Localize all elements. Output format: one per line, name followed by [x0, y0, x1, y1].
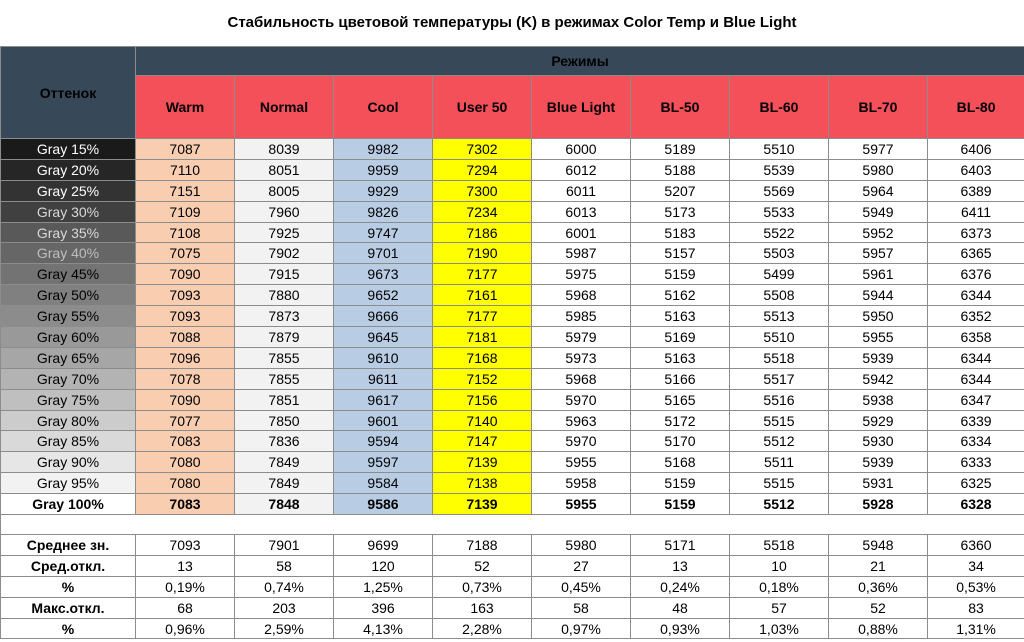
cell-bl-60: 5516 [730, 389, 829, 410]
cell-bl-60: 5569 [730, 180, 829, 201]
stats-cell-warm: 7093 [136, 535, 235, 556]
table-row [1, 264, 1024, 285]
cell-warm: 7096 [136, 347, 235, 368]
cell-user-50: 7186 [433, 222, 532, 243]
stats-row [1, 576, 1024, 597]
stats-cell-normal: 7901 [235, 535, 334, 556]
table-row [1, 159, 1024, 180]
table-row [1, 410, 1024, 431]
cell-blue-light: 6000 [532, 139, 631, 160]
cell-blue-light: 5968 [532, 368, 631, 389]
cell-bl-60: 5503 [730, 243, 829, 264]
stats-cell-warm: 0,19% [136, 576, 235, 597]
table-row [1, 389, 1024, 410]
cell-normal: 7855 [235, 347, 334, 368]
cell-bl-50: 5207 [631, 180, 730, 201]
column-header-blue-light: Blue Light [532, 76, 631, 139]
stats-cell-cool: 4,13% [334, 618, 433, 639]
spacer-cell [1, 515, 1024, 535]
table-row [1, 368, 1024, 389]
stats-cell-bl-70: 0,36% [829, 576, 928, 597]
stats-cell-user-50: 2,28% [433, 618, 532, 639]
cell-user-50: 7139 [433, 452, 532, 473]
cell-blue-light: 5987 [532, 243, 631, 264]
stats-cell-bl-70: 0,88% [829, 618, 928, 639]
cell-bl-70: 5957 [829, 243, 928, 264]
cell-bl-70: 5928 [829, 494, 928, 515]
cell-user-50: 7177 [433, 264, 532, 285]
cell-normal: 7915 [235, 264, 334, 285]
stats-cell-user-50: 7188 [433, 535, 532, 556]
cell-bl-80: 6358 [928, 327, 1024, 348]
stats-row [1, 618, 1024, 639]
cell-normal: 7836 [235, 431, 334, 452]
cell-warm: 7083 [136, 494, 235, 515]
cell-bl-60: 5508 [730, 285, 829, 306]
stats-row [1, 555, 1024, 576]
cell-bl-80: 6333 [928, 452, 1024, 473]
column-header-normal: Normal [235, 76, 334, 139]
column-header-warm: Warm [136, 76, 235, 139]
cell-bl-70: 5980 [829, 159, 928, 180]
cell-cool: 9982 [334, 139, 433, 160]
cell-blue-light: 6012 [532, 159, 631, 180]
row-label: Gray 80% [1, 410, 136, 431]
cell-cool: 9673 [334, 264, 433, 285]
cell-cool: 9597 [334, 452, 433, 473]
cell-bl-70: 5929 [829, 410, 928, 431]
cell-warm: 7083 [136, 431, 235, 452]
cell-bl-80: 6365 [928, 243, 1024, 264]
cell-bl-70: 5939 [829, 452, 928, 473]
cell-cool: 9586 [334, 494, 433, 515]
stats-cell-blue-light: 0,45% [532, 576, 631, 597]
stats-cell-bl-50: 0,24% [631, 576, 730, 597]
cell-bl-80: 6344 [928, 285, 1024, 306]
cell-normal: 7960 [235, 201, 334, 222]
stats-label: Среднее зн. [1, 535, 136, 556]
cell-normal: 7925 [235, 222, 334, 243]
cell-cool: 9584 [334, 473, 433, 494]
cell-user-50: 7294 [433, 159, 532, 180]
cell-bl-70: 5942 [829, 368, 928, 389]
cell-bl-70: 5952 [829, 222, 928, 243]
cell-blue-light: 5955 [532, 494, 631, 515]
cell-normal: 7850 [235, 410, 334, 431]
table-title: Стабильность цветовой температуры (K) в режимах Color Temp и Blue Light [227, 14, 797, 31]
stats-cell-bl-80: 1,31% [928, 618, 1024, 639]
cell-user-50: 7181 [433, 327, 532, 348]
cell-bl-70: 5955 [829, 327, 928, 348]
table-row [1, 243, 1024, 264]
table-row [1, 452, 1024, 473]
cell-warm: 7090 [136, 389, 235, 410]
cell-normal: 8039 [235, 139, 334, 160]
stats-label: % [1, 618, 136, 639]
cell-cool: 9747 [334, 222, 433, 243]
cell-bl-80: 6406 [928, 139, 1024, 160]
cell-bl-60: 5515 [730, 473, 829, 494]
cell-bl-50: 5157 [631, 243, 730, 264]
cell-bl-70: 5950 [829, 306, 928, 327]
cell-blue-light: 6001 [532, 222, 631, 243]
stats-cell-warm: 68 [136, 597, 235, 618]
cell-bl-70: 5931 [829, 473, 928, 494]
table-row [1, 222, 1024, 243]
cell-bl-60: 5539 [730, 159, 829, 180]
cell-bl-60: 5499 [730, 264, 829, 285]
cell-bl-60: 5512 [730, 494, 829, 515]
table-row [1, 327, 1024, 348]
cell-bl-60: 5513 [730, 306, 829, 327]
stats-cell-warm: 13 [136, 555, 235, 576]
spacer-row [1, 515, 1024, 535]
color-temp-table [0, 46, 1024, 639]
stats-cell-bl-80: 83 [928, 597, 1024, 618]
row-label: Gray 45% [1, 264, 136, 285]
cell-user-50: 7190 [433, 243, 532, 264]
stats-cell-cool: 1,25% [334, 576, 433, 597]
cell-cool: 9959 [334, 159, 433, 180]
stats-cell-bl-70: 52 [829, 597, 928, 618]
stats-cell-normal: 58 [235, 555, 334, 576]
row-label: Gray 95% [1, 473, 136, 494]
cell-user-50: 7152 [433, 368, 532, 389]
table-row [1, 347, 1024, 368]
cell-bl-50: 5183 [631, 222, 730, 243]
cell-cool: 9645 [334, 327, 433, 348]
cell-cool: 9594 [334, 431, 433, 452]
cell-cool: 9826 [334, 201, 433, 222]
cell-bl-50: 5188 [631, 159, 730, 180]
cell-bl-70: 5938 [829, 389, 928, 410]
stats-cell-bl-50: 5171 [631, 535, 730, 556]
cell-warm: 7075 [136, 243, 235, 264]
table-row [1, 201, 1024, 222]
table-row [1, 431, 1024, 452]
cell-normal: 7849 [235, 473, 334, 494]
cell-blue-light: 5958 [532, 473, 631, 494]
cell-user-50: 7138 [433, 473, 532, 494]
row-label: Gray 85% [1, 431, 136, 452]
row-label: Gray 15% [1, 139, 136, 160]
cell-bl-70: 5961 [829, 264, 928, 285]
cell-bl-50: 5168 [631, 452, 730, 473]
cell-bl-80: 6325 [928, 473, 1024, 494]
cell-bl-80: 6344 [928, 368, 1024, 389]
cell-user-50: 7147 [433, 431, 532, 452]
cell-blue-light: 5970 [532, 431, 631, 452]
cell-bl-50: 5165 [631, 389, 730, 410]
stats-cell-cool: 396 [334, 597, 433, 618]
cell-bl-60: 5518 [730, 347, 829, 368]
cell-normal: 7851 [235, 389, 334, 410]
cell-bl-50: 5172 [631, 410, 730, 431]
cell-warm: 7110 [136, 159, 235, 180]
cell-user-50: 7234 [433, 201, 532, 222]
cell-bl-80: 6334 [928, 431, 1024, 452]
stats-cell-warm: 0,96% [136, 618, 235, 639]
cell-bl-50: 5163 [631, 347, 730, 368]
stats-cell-bl-80: 34 [928, 555, 1024, 576]
cell-bl-50: 5169 [631, 327, 730, 348]
cell-bl-50: 5173 [631, 201, 730, 222]
stats-cell-bl-50: 0,93% [631, 618, 730, 639]
stats-cell-blue-light: 27 [532, 555, 631, 576]
cell-bl-80: 6376 [928, 264, 1024, 285]
stats-label: Сред.откл. [1, 555, 136, 576]
row-label: Gray 25% [1, 180, 136, 201]
cell-warm: 7080 [136, 452, 235, 473]
cell-bl-70: 5964 [829, 180, 928, 201]
row-label: Gray 60% [1, 327, 136, 348]
stats-cell-bl-50: 48 [631, 597, 730, 618]
cell-warm: 7088 [136, 327, 235, 348]
stats-cell-blue-light: 58 [532, 597, 631, 618]
cell-bl-80: 6344 [928, 347, 1024, 368]
cell-bl-50: 5162 [631, 285, 730, 306]
cell-bl-80: 6389 [928, 180, 1024, 201]
cell-bl-80: 6347 [928, 389, 1024, 410]
cell-blue-light: 6011 [532, 180, 631, 201]
cell-blue-light: 5970 [532, 389, 631, 410]
cell-bl-80: 6339 [928, 410, 1024, 431]
stats-cell-user-50: 52 [433, 555, 532, 576]
cell-user-50: 7302 [433, 139, 532, 160]
stats-cell-bl-50: 13 [631, 555, 730, 576]
cell-blue-light: 5963 [532, 410, 631, 431]
stats-cell-bl-60: 5518 [730, 535, 829, 556]
cell-warm: 7093 [136, 306, 235, 327]
cell-blue-light: 5968 [532, 285, 631, 306]
cell-bl-70: 5944 [829, 285, 928, 306]
row-label: Gray 40% [1, 243, 136, 264]
row-label: Gray 20% [1, 159, 136, 180]
stats-label: Макс.откл. [1, 597, 136, 618]
row-label: Gray 55% [1, 306, 136, 327]
stats-cell-cool: 9699 [334, 535, 433, 556]
cell-bl-60: 5510 [730, 139, 829, 160]
cell-cool: 9652 [334, 285, 433, 306]
cell-bl-50: 5159 [631, 494, 730, 515]
table-row [1, 306, 1024, 327]
cell-bl-80: 6352 [928, 306, 1024, 327]
table-row [1, 180, 1024, 201]
cell-warm: 7078 [136, 368, 235, 389]
cell-user-50: 7168 [433, 347, 532, 368]
row-label: Gray 75% [1, 389, 136, 410]
row-label: Gray 30% [1, 201, 136, 222]
stats-cell-user-50: 0,73% [433, 576, 532, 597]
row-label: Gray 35% [1, 222, 136, 243]
row-label: Gray 65% [1, 347, 136, 368]
cell-bl-60: 5511 [730, 452, 829, 473]
cell-warm: 7109 [136, 201, 235, 222]
cell-bl-70: 5977 [829, 139, 928, 160]
cell-bl-50: 5170 [631, 431, 730, 452]
stats-cell-blue-light: 5980 [532, 535, 631, 556]
cell-bl-80: 6373 [928, 222, 1024, 243]
cell-bl-50: 5163 [631, 306, 730, 327]
cell-bl-50: 5159 [631, 264, 730, 285]
cell-bl-50: 5166 [631, 368, 730, 389]
row-label: Gray 100% [1, 494, 136, 515]
cell-normal: 7849 [235, 452, 334, 473]
cell-user-50: 7177 [433, 306, 532, 327]
cell-bl-80: 6403 [928, 159, 1024, 180]
cell-cool: 9611 [334, 368, 433, 389]
stats-cell-blue-light: 0,97% [532, 618, 631, 639]
cell-bl-80: 6328 [928, 494, 1024, 515]
stats-cell-bl-60: 1,03% [730, 618, 829, 639]
stats-cell-normal: 2,59% [235, 618, 334, 639]
stats-cell-bl-80: 6360 [928, 535, 1024, 556]
cell-warm: 7093 [136, 285, 235, 306]
cell-user-50: 7161 [433, 285, 532, 306]
stats-cell-bl-60: 10 [730, 555, 829, 576]
cell-bl-60: 5517 [730, 368, 829, 389]
stats-cell-bl-70: 21 [829, 555, 928, 576]
table-row [1, 139, 1024, 160]
cell-normal: 7879 [235, 327, 334, 348]
cell-warm: 7087 [136, 139, 235, 160]
cell-warm: 7080 [136, 473, 235, 494]
cell-bl-50: 5159 [631, 473, 730, 494]
cell-blue-light: 6013 [532, 201, 631, 222]
column-header-bl-80: BL-80 [928, 76, 1024, 139]
column-header-bl-60: BL-60 [730, 76, 829, 139]
cell-bl-80: 6411 [928, 201, 1024, 222]
cell-normal: 7880 [235, 285, 334, 306]
column-header-user-50: User 50 [433, 76, 532, 139]
cell-cool: 9929 [334, 180, 433, 201]
stats-row [1, 597, 1024, 618]
cell-cool: 9617 [334, 389, 433, 410]
cell-bl-70: 5939 [829, 347, 928, 368]
stats-label: % [1, 576, 136, 597]
stats-cell-bl-70: 5948 [829, 535, 928, 556]
cell-normal: 8051 [235, 159, 334, 180]
group-header-modes: Режимы [136, 47, 1024, 76]
cell-user-50: 7140 [433, 410, 532, 431]
cell-bl-60: 5533 [730, 201, 829, 222]
column-header-bl-70: BL-70 [829, 76, 928, 139]
stats-cell-normal: 0,74% [235, 576, 334, 597]
cell-warm: 7090 [136, 264, 235, 285]
cell-blue-light: 5985 [532, 306, 631, 327]
cell-warm: 7151 [136, 180, 235, 201]
cell-bl-70: 5930 [829, 431, 928, 452]
table-row [1, 494, 1024, 515]
cell-user-50: 7139 [433, 494, 532, 515]
column-header-bl-50: BL-50 [631, 76, 730, 139]
cell-warm: 7108 [136, 222, 235, 243]
cell-cool: 9601 [334, 410, 433, 431]
stats-row [1, 535, 1024, 556]
row-label: Gray 70% [1, 368, 136, 389]
cell-bl-60: 5512 [730, 431, 829, 452]
cell-bl-50: 5189 [631, 139, 730, 160]
cell-normal: 7848 [235, 494, 334, 515]
stats-cell-user-50: 163 [433, 597, 532, 618]
stats-cell-bl-60: 57 [730, 597, 829, 618]
cell-normal: 7855 [235, 368, 334, 389]
row-label: Gray 50% [1, 285, 136, 306]
cell-user-50: 7300 [433, 180, 532, 201]
cell-normal: 8005 [235, 180, 334, 201]
cell-normal: 7873 [235, 306, 334, 327]
cell-cool: 9610 [334, 347, 433, 368]
cell-bl-70: 5949 [829, 201, 928, 222]
row-label: Gray 90% [1, 452, 136, 473]
stats-cell-cool: 120 [334, 555, 433, 576]
cell-cool: 9701 [334, 243, 433, 264]
table-row [1, 473, 1024, 494]
stats-cell-normal: 203 [235, 597, 334, 618]
cell-bl-60: 5515 [730, 410, 829, 431]
cell-blue-light: 5975 [532, 264, 631, 285]
cell-warm: 7077 [136, 410, 235, 431]
cell-blue-light: 5979 [532, 327, 631, 348]
table-row [1, 285, 1024, 306]
cell-bl-60: 5522 [730, 222, 829, 243]
cell-bl-60: 5510 [730, 327, 829, 348]
cell-user-50: 7156 [433, 389, 532, 410]
stats-cell-bl-80: 0,53% [928, 576, 1024, 597]
cell-blue-light: 5955 [532, 452, 631, 473]
stats-cell-bl-60: 0,18% [730, 576, 829, 597]
cell-blue-light: 5973 [532, 347, 631, 368]
column-header-cool: Cool [334, 76, 433, 139]
cell-cool: 9666 [334, 306, 433, 327]
row-header-shade: Оттенок [1, 47, 136, 139]
cell-normal: 7902 [235, 243, 334, 264]
